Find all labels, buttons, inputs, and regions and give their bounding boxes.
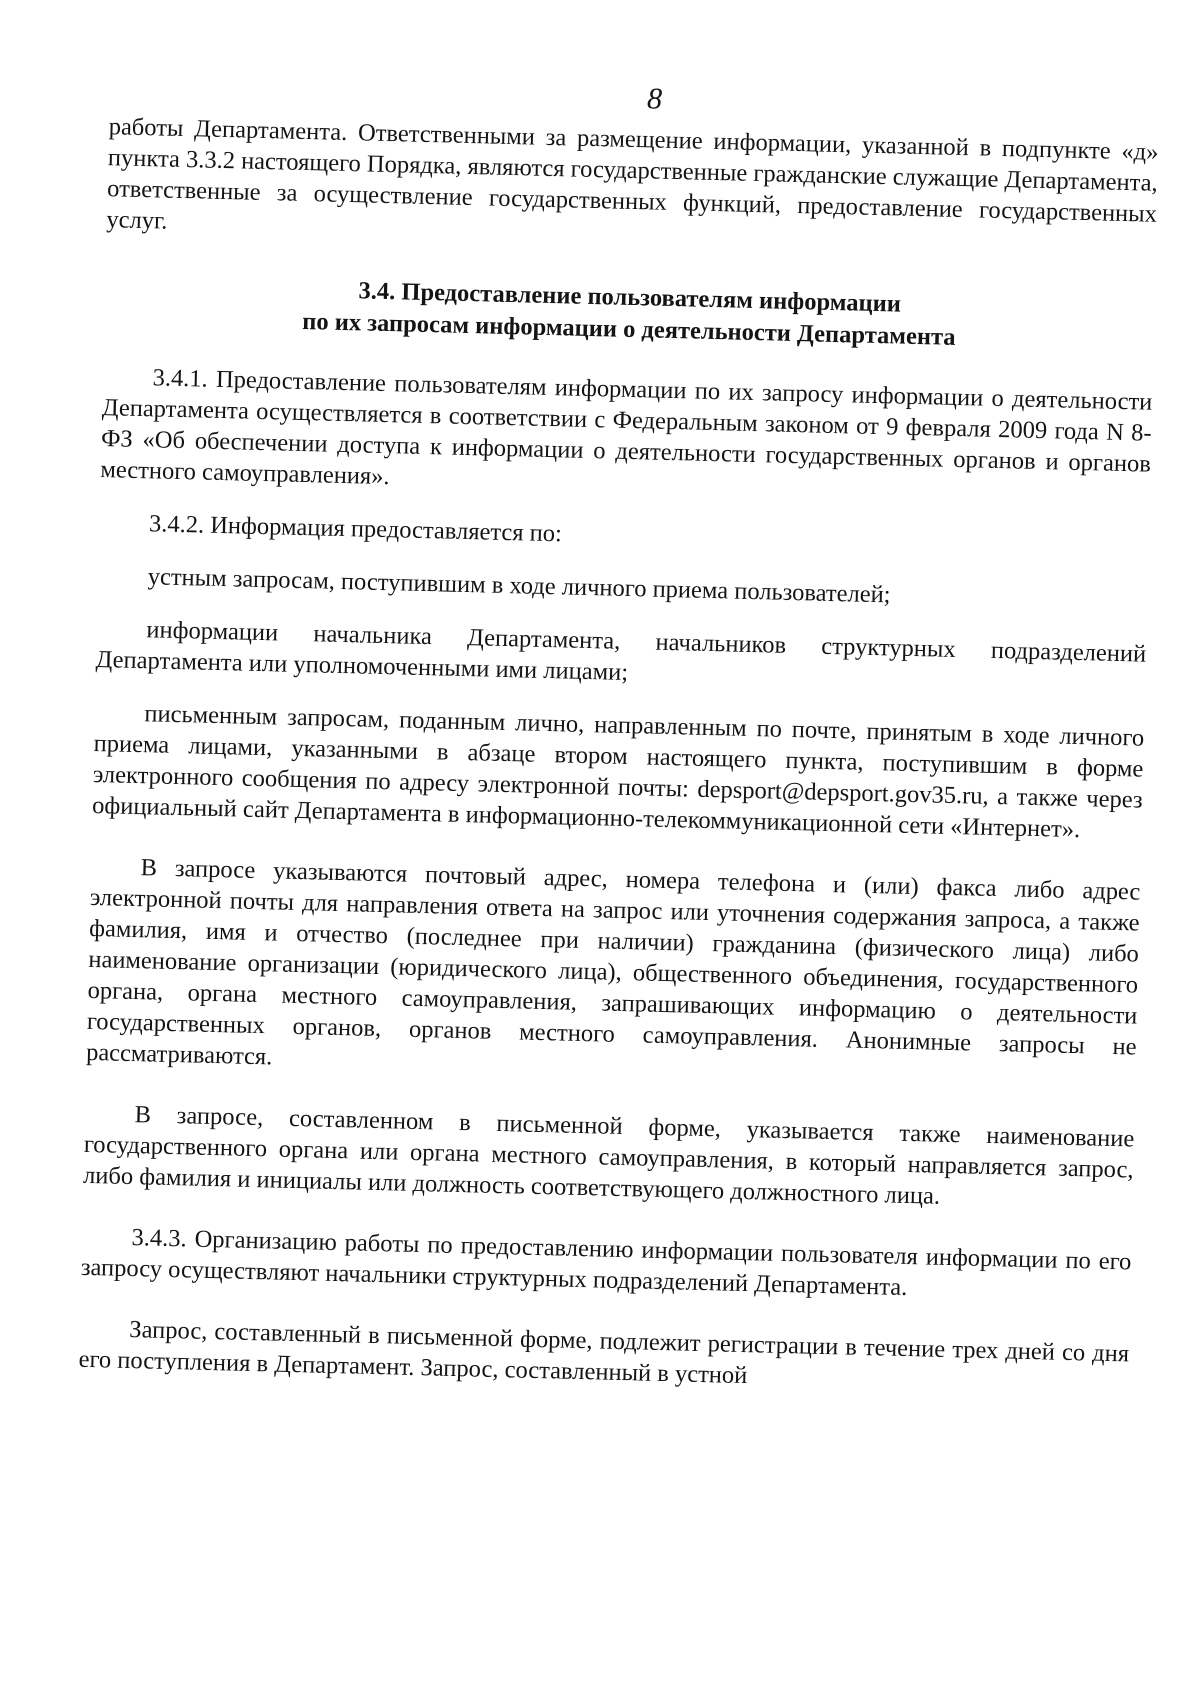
paragraph-request-contents: В запросе указываются почтовый адрес, номера телефона и (или) факса либо адрес электронной почты для направления ответа на запрос или уточнения содержания запроса, а также фамилия, имя и отчество (последнее при наличии) гражданина (физического лица) либо наименование организации (юридического лица), общественного объединения, государственного органа, органа местного самоуправления, запрашивающих информацию о деятельности государственных органов, органов местного самоуправления. Анонимные запросы не рассматриваются.: [85, 854, 1141, 1071]
section-heading: [104, 269, 1155, 359]
paragraph-head-information: информации начальника Департамента, начальников структурных подразделений Департамента или уполномоченными ими лицами;: [95, 616, 1147, 687]
page-number: 8: [646, 82, 663, 116]
paragraph-3-4-1: 3.4.1. Предоставление пользователям информации по их запросу информации о деятельности Департамента осуществляется в соответствии с Федеральным законом от 9 февраля 2009 года N 8-ФЗ «Об обеспечении доступа к информации о деятельности государственных органов и органов местного самоуправления».: [100, 364, 1153, 491]
paragraph-continuation: работы Департамента. Ответственными за размещение информации, указанной в подпункте «д» пункта 3.3.2 настоящего Порядка, являются государственные гражданские служащие Департамента, ответственные за осуществление государственных функций, предоставление государственных услуг.: [106, 113, 1159, 235]
page-content: [78, 69, 1160, 1400]
paragraph-3-4-3: 3.4.3. Организацию работы по предоставлению информации пользователя информации по его запросу осуществляют начальники структурных подразделений Департамента.: [80, 1224, 1132, 1302]
section-heading-line-2: по их запросам информации о деятельности Департамента: [301, 307, 956, 351]
paragraph-3-4-2: 3.4.2. Информация предоставляется по:: [148, 510, 563, 548]
paragraph-registration: Запрос, составленный в письменной форме, подлежит регистрации в течение трех дней со дня его поступления в Департамент. Запрос, составленный в устной: [78, 1316, 1130, 1390]
paragraph-written-form: В запросе, составленном в письменной форме, указывается также наименование государственного органа или органа местного самоуправления, в который направляется запрос, либо фамилия и инициалы или должность соответствующего должностного лица.: [82, 1101, 1135, 1210]
paragraph-oral-requests: устным запросам, поступившим в ходе личного приема пользователей;: [147, 563, 891, 609]
section-heading-line-1: 3.4. Предоставление пользователям информации: [358, 277, 902, 318]
paragraph-written-requests: письменным запросам, поданным лично, направленным по почте, принятым в ходе личного приема лицами, указанными в абзаце втором настоящего пункта, поступившим в форме электронного сообщения по адресу электронной почты: depsport@depsport.gov35.ru, а также через официальный сайт Департамента в информационно-телекоммуникационной сети «Интернет».: [91, 700, 1145, 844]
